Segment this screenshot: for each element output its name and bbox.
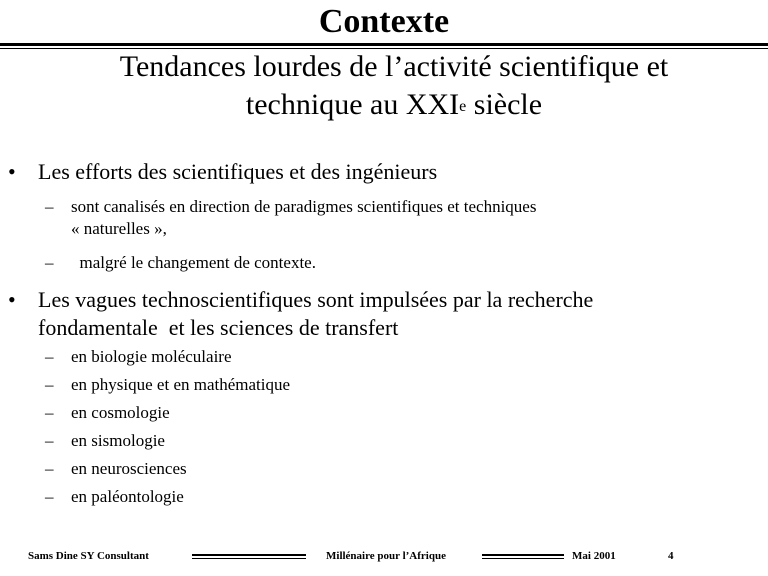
footer-event: Millénaire pour l’Afrique — [326, 550, 446, 562]
bullet-text: Les efforts des scientifiques et des ingénieurs — [38, 159, 438, 184]
sub-bullet-item — [45, 486, 184, 508]
sub-bullet-mark: – — [45, 375, 54, 394]
sub-bullet-item — [45, 402, 170, 424]
sub-bullet-mark: – — [45, 403, 54, 422]
footer-divider-thin — [482, 558, 564, 559]
sub-bullet-item — [45, 196, 751, 240]
bullet-item — [8, 286, 748, 342]
sub-bullet-text: en physique et en mathématique — [71, 375, 291, 394]
sub-bullet-item — [45, 430, 165, 452]
sub-bullet-item — [45, 374, 291, 396]
subtitle-superscript: e — [459, 98, 467, 115]
footer-author: Sams Dine SY Consultant — [28, 550, 149, 562]
footer-date: Mai 2001 — [572, 550, 616, 562]
sub-bullet-item — [45, 346, 232, 368]
title-divider — [0, 43, 768, 46]
bullet-mark: • — [8, 159, 16, 184]
bullet-text-line-1: Les vagues technoscientifiques sont impulsées par la recherche — [38, 287, 594, 312]
sub-bullet-text: en biologie moléculaire — [71, 347, 232, 366]
sub-bullet-text: en paléontologie — [71, 487, 184, 506]
sub-bullet-text: en sismologie — [71, 431, 165, 450]
sub-bullet-mark: – — [45, 197, 54, 216]
slide-title: Contexte — [318, 3, 450, 40]
sub-bullet-text: en cosmologie — [71, 403, 170, 422]
sub-bullet-mark: – — [45, 459, 54, 478]
sub-bullet-item — [45, 458, 187, 480]
subtitle-line-1: Tendances lourdes de l’activité scientifique et — [119, 50, 669, 83]
page-number: 4 — [668, 550, 674, 562]
sub-bullet-mark: – — [45, 253, 54, 272]
subtitle-line-2 — [20, 86, 768, 124]
sub-bullet-text: en neurosciences — [71, 459, 187, 478]
bullet-mark: • — [8, 287, 16, 312]
sub-bullet-mark: – — [45, 347, 54, 366]
subtitle-line-2-end: siècle — [466, 88, 543, 121]
sub-bullet-mark: – — [45, 431, 54, 450]
slide-subtitle — [20, 48, 768, 124]
sub-bullet-text-line-1: sont canalisés en direction de paradigmes scientifiques et techniques — [71, 197, 537, 216]
footer-divider — [482, 554, 564, 556]
footer-divider — [192, 554, 306, 556]
sub-bullet-mark: – — [45, 487, 54, 506]
bullet-item — [8, 158, 738, 186]
subtitle-line-2-text: technique au XXI — [245, 88, 460, 121]
footer-divider-thin — [192, 558, 306, 559]
sub-bullet-text: malgré le changement de contexte. — [71, 253, 316, 272]
bullet-text-line-2: fondamentale et les sciences de transfert — [38, 315, 399, 340]
sub-bullet-text-line-2: « naturelles », — [71, 219, 167, 238]
sub-bullet-item — [45, 252, 751, 274]
